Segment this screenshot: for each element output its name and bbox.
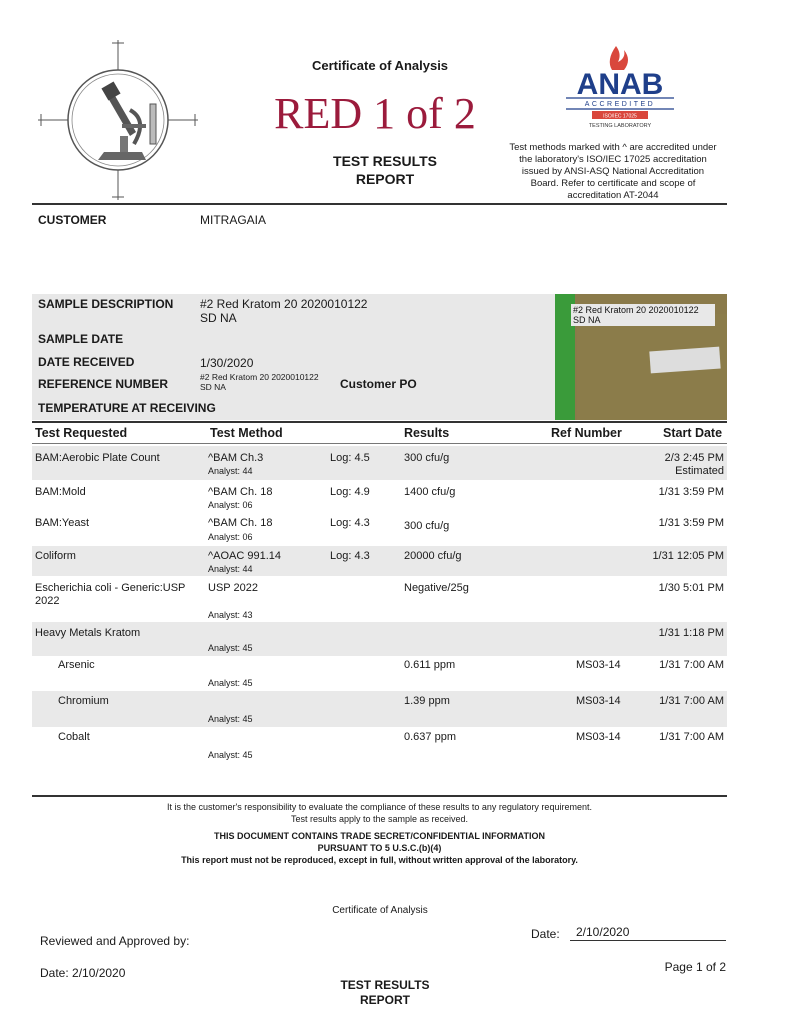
- result: 1400 cfu/g: [404, 486, 456, 498]
- reviewed-approved-label: Reviewed and Approved by:: [40, 934, 190, 948]
- report-title: [300, 152, 470, 188]
- table-header-rule: [32, 443, 727, 444]
- sample-description-line1: #2 Red Kratom 20 2020010122: [200, 297, 368, 311]
- analyst: Analyst: 06: [208, 532, 253, 542]
- log-value: Log: 4.3: [330, 550, 370, 562]
- reference-number-line1: #2 Red Kratom 20 2020010122: [200, 372, 319, 382]
- footer-divider: [32, 795, 727, 797]
- approval-date-value: 2/10/2020: [576, 925, 630, 939]
- anab-logo-text: ANAB: [576, 68, 664, 101]
- result: 0.611 ppm: [404, 659, 456, 671]
- test-name: [35, 582, 185, 608]
- confidentiality-line2: PURSUANT TO 5 U.S.C.(b)(4): [317, 843, 442, 853]
- photo-label-line1: #2 Red Kratom 20 2020010122: [573, 305, 699, 315]
- table-row: [32, 546, 727, 576]
- responsibility-line1: It is the customer's responsibility to evaluate the compliance of these results to any regulatory requirement.: [167, 802, 592, 812]
- test-method: USP 2022: [208, 582, 258, 594]
- footer-report-line2: REPORT: [359, 993, 410, 1007]
- footer-report-title: [300, 978, 470, 1008]
- sample-description-line2: SD NA: [200, 311, 237, 325]
- start-date: 1/31 1:18 PM: [658, 627, 724, 639]
- ref-number: MS03-14: [576, 731, 621, 743]
- confidentiality-line1: THIS DOCUMENT CONTAINS TRADE SECRET/CONFIDENTIAL INFORMATION: [214, 831, 545, 841]
- table-row: [32, 513, 727, 546]
- col-header-test: Test Requested: [35, 426, 128, 440]
- test-method: ^BAM Ch.3: [208, 452, 264, 464]
- report-title-line2: REPORT: [355, 171, 415, 187]
- table-row: [32, 656, 727, 691]
- anab-accreditation-logo: [560, 44, 680, 130]
- col-header-method: Test Method: [210, 426, 283, 440]
- analyst: Analyst: 06: [208, 500, 253, 510]
- page-number: Page 1 of 2: [664, 960, 726, 974]
- start-date: 2/3 2:45 PM: [664, 452, 724, 464]
- table-row: [32, 446, 727, 480]
- responsibility-note: [32, 801, 727, 825]
- date-received-label: DATE RECEIVED: [38, 355, 135, 369]
- result: 300 cfu/g: [404, 452, 450, 464]
- date-received-value: 1/30/2020: [200, 356, 254, 370]
- test-name-line1: Escherichia coli - Generic:USP: [35, 582, 186, 594]
- sample-photo: [555, 294, 727, 420]
- test-name: BAM:Aerobic Plate Count: [35, 452, 160, 464]
- result: 0.637 ppm: [404, 731, 456, 743]
- reference-number-label: REFERENCE NUMBER: [38, 377, 169, 391]
- test-name: Cobalt: [58, 731, 90, 743]
- result: 300 cfu/g: [404, 520, 450, 532]
- col-header-ref: Ref Number: [551, 426, 622, 440]
- microscope-logo: [38, 40, 198, 200]
- certificate-title: Certificate of Analysis: [311, 58, 449, 73]
- start-date: 1/31 7:00 AM: [659, 731, 724, 743]
- reference-number-value: [200, 372, 319, 392]
- col-header-results: Results: [404, 426, 450, 440]
- sample-divider: [32, 421, 727, 423]
- temperature-label: TEMPERATURE AT RECEIVING: [38, 401, 216, 415]
- customer-label: CUSTOMER: [38, 213, 107, 227]
- table-row: [32, 480, 727, 513]
- test-name: BAM:Mold: [35, 486, 86, 498]
- analyst: Analyst: 45: [208, 643, 253, 653]
- start-date: 1/31 7:00 AM: [659, 659, 724, 671]
- result: 20000 cfu/g: [404, 550, 462, 562]
- test-method: ^BAM Ch. 18: [208, 517, 273, 529]
- result: Negative/25g: [404, 582, 469, 594]
- analyst: Analyst: 44: [208, 564, 253, 574]
- customer-value: MITRAGAIA: [200, 213, 267, 227]
- bottom-date: Date: 2/10/2020: [40, 966, 126, 980]
- red-page-title: RED 1 of 2: [274, 89, 476, 138]
- accreditation-note: Test methods marked with ^ are accredited under the laboratory's ISO/IEC 17025 accreditation issued by ANSI-ASQ National Accreditation Board. Refer to certificate and scope of accreditation AT-2044: [509, 142, 717, 201]
- footer-certificate-title: Certificate of Analysis: [332, 905, 428, 916]
- test-name: Arsenic: [58, 659, 95, 671]
- ref-number: MS03-14: [576, 695, 621, 707]
- sample-description-label: SAMPLE DESCRIPTION: [38, 297, 174, 311]
- analyst: Analyst: 45: [208, 750, 253, 760]
- start-date: 1/30 5:01 PM: [658, 582, 724, 594]
- anab-iso-text: ISO/IEC 17025: [603, 113, 637, 120]
- table-row: [32, 576, 727, 622]
- col-header-date: Start Date: [663, 426, 723, 440]
- analyst: Analyst: 45: [208, 714, 253, 724]
- approval-date-line: [570, 940, 726, 941]
- start-date-note: Estimated: [675, 465, 724, 477]
- report-title-line1: TEST RESULTS: [333, 153, 437, 169]
- log-value: Log: 4.9: [330, 486, 370, 498]
- log-value: Log: 4.3: [330, 517, 370, 529]
- customer-po-label: Customer PO: [340, 377, 417, 391]
- responsibility-line2: Test results apply to the sample as received.: [290, 814, 469, 824]
- sample-date-label: SAMPLE DATE: [38, 332, 124, 346]
- photo-label: [571, 304, 715, 326]
- table-row: [32, 727, 727, 767]
- test-name: BAM:Yeast: [35, 517, 90, 529]
- anab-accredited-text: ACCREDITED: [584, 101, 656, 108]
- analyst: Analyst: 44: [208, 466, 253, 476]
- test-method: ^BAM Ch. 18: [208, 486, 273, 498]
- log-value: Log: 4.5: [330, 452, 370, 464]
- test-name-line2: 2022: [35, 595, 60, 607]
- start-date: 1/31 7:00 AM: [659, 695, 724, 707]
- confidentiality-line3: This report must not be reproduced, except in full, without written approval of the laboratory.: [181, 855, 578, 865]
- photo-label-line2: SD NA: [573, 315, 601, 325]
- test-name: Heavy Metals Kratom: [35, 627, 141, 639]
- analyst: Analyst: 43: [208, 610, 253, 620]
- analyst: Analyst: 45: [208, 678, 253, 688]
- result: 1.39 ppm: [404, 695, 450, 707]
- anab-lab-text: TESTING LABORATORY: [588, 123, 652, 129]
- test-name: Chromium: [58, 695, 109, 707]
- test-method: ^AOAC 991.14: [208, 550, 282, 562]
- confidentiality-note: [32, 830, 727, 866]
- table-row: [32, 691, 727, 727]
- ref-number: MS03-14: [576, 659, 621, 671]
- approval-date-label: Date:: [531, 927, 560, 941]
- start-date: 1/31 3:59 PM: [658, 486, 724, 498]
- reference-number-line2: SD NA: [200, 382, 226, 392]
- footer-report-line1: TEST RESULTS: [340, 978, 430, 992]
- test-name: Coliform: [35, 550, 76, 562]
- start-date: 1/31 12:05 PM: [652, 550, 724, 562]
- header-divider: [32, 203, 727, 205]
- sample-description-value: [200, 297, 367, 325]
- table-row: [32, 622, 727, 656]
- start-date: 1/31 3:59 PM: [658, 517, 724, 529]
